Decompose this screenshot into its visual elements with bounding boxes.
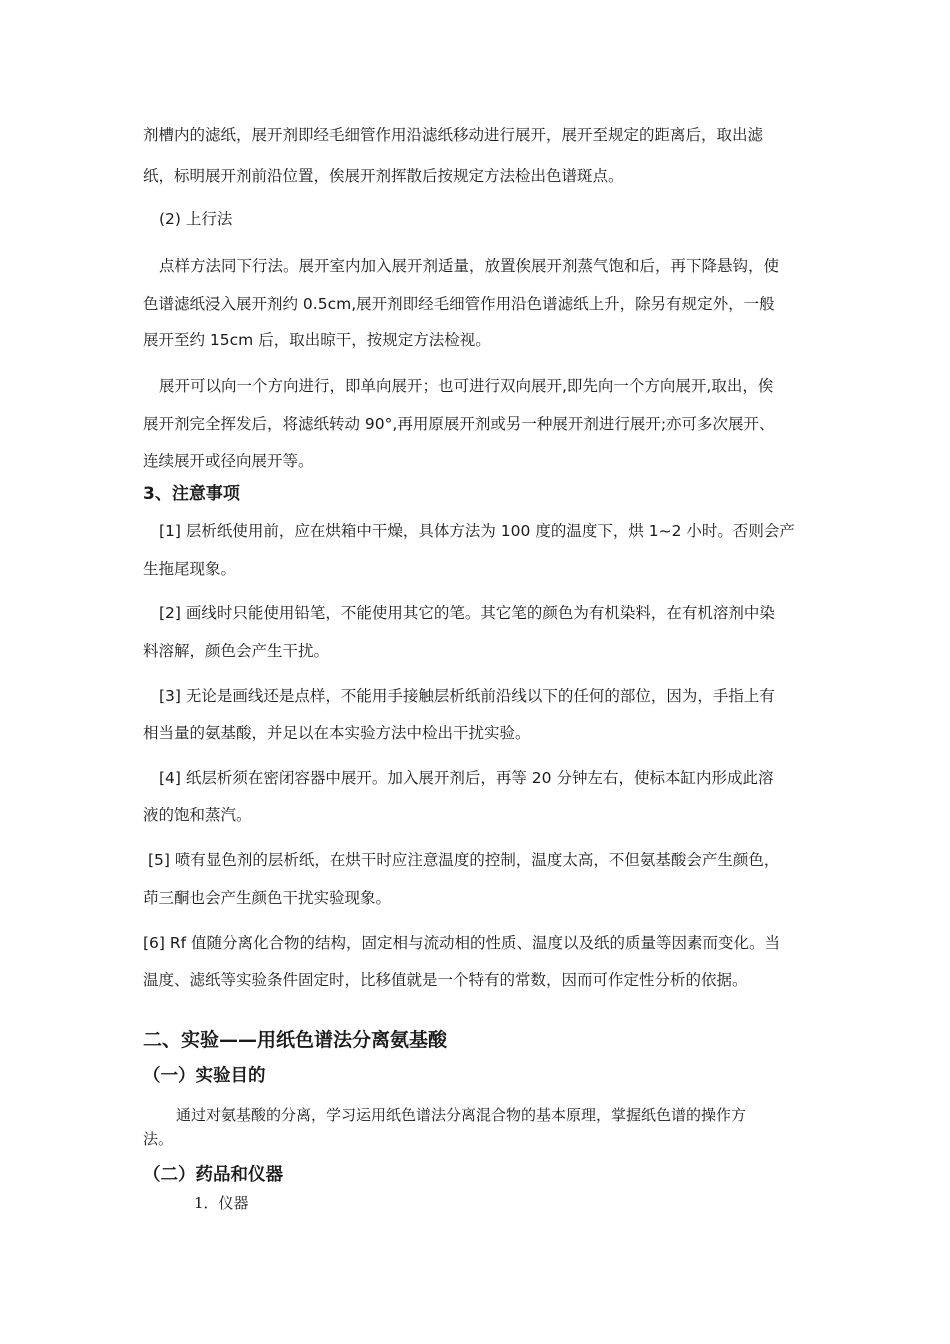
note-line: [5] 喷有显色剂的层析纸，在烘干时应注意温度的控制，温度太高，不但氨基酸会产生颜色， <box>148 851 780 869</box>
note-line: [4] 纸层析须在密闭容器中展开。加入展开剂后，再等 20 分钟左右，使标本缸内形成此溶 <box>159 769 774 787</box>
note-line: 生拖尾现象。 <box>143 560 237 578</box>
purpose-line: 法。 <box>143 1130 174 1148</box>
note-line: [3] 无论是画线还是点样，不能用手接触层析纸前沿线以下的任何的部位，因为，手指上有 <box>159 687 775 705</box>
list-item-instruments: 1．仪器 <box>194 1194 249 1212</box>
subheading-purpose: （一）实验目的 <box>143 1066 266 1086</box>
note-line: 茚三酮也会产生颜色干扰实验现象。 <box>143 889 392 907</box>
paragraph-line: 展开剂完全挥发后，将滤纸转动 90°,再用原展开剂或另一种展开剂进行展开;亦可多次展开、 <box>143 415 775 433</box>
paragraph-line: 连续展开或径向展开等。 <box>143 452 314 470</box>
paragraph-line: 剂槽内的滤纸，展开剂即经毛细管作用沿滤纸移动进行展开，展开至规定的距离后，取出滤 <box>143 126 764 144</box>
note-line: [2] 画线时只能使用铅笔，不能使用其它的笔。其它笔的颜色为有机染料，在有机溶剂中染 <box>159 604 775 622</box>
paragraph-line: 色谱滤纸浸入展开剂约 0.5cm,展开剂即经毛细管作用沿色谱滤纸上升，除另有规定外，一般 <box>143 295 775 313</box>
note-line: 相当量的氨基酸，并足以在本实验方法中检出干扰实验。 <box>143 724 531 742</box>
note-line: 液的饱和蒸汽。 <box>143 806 252 824</box>
paragraph-line: 纸，标明展开剂前沿位置，俟展开剂挥散后按规定方法检出色谱斑点。 <box>143 167 624 185</box>
subheading-materials: （二）药品和仪器 <box>143 1165 283 1185</box>
note-line: [1] 层析纸使用前，应在烘箱中干燥，具体方法为 100 度的温度下，烘 1~2 小时。否则会产 <box>159 522 795 540</box>
note-line: 料溶解，颜色会产生干扰。 <box>143 642 330 660</box>
purpose-line: 通过对氨基酸的分离，学习运用纸色谱法分离混合物的基本原理，掌握纸色谱的操作方 <box>176 1106 747 1124</box>
paragraph-line: 点样方法同下行法。展开室内加入展开剂适量，放置俟展开剂蒸气饱和后，再下降悬钩，使 <box>159 257 780 275</box>
note-line: 温度、滤纸等实验条件固定时，比移值就是一个特有的常数，因而可作定性分析的依据。 <box>143 971 748 989</box>
paragraph-line: 展开至约 15cm 后，取出晾干，按规定方法检视。 <box>143 331 491 349</box>
paragraph-line: 展开可以向一个方向进行，即单向展开；也可进行双向展开,即先向一个方向展开,取出，俟 <box>159 377 774 395</box>
note-line: [6] Rf 值随分离化合物的结构，固定相与流动相的性质、温度以及纸的质量等因素而变化。当 <box>143 934 781 952</box>
part-heading-experiment: 二、实验——用纸色谱法分离氨基酸 <box>143 1029 448 1051</box>
section-heading-notes: 3、注意事项 <box>143 484 240 504</box>
subheading-upward-method: (2) 上行法 <box>159 210 233 228</box>
